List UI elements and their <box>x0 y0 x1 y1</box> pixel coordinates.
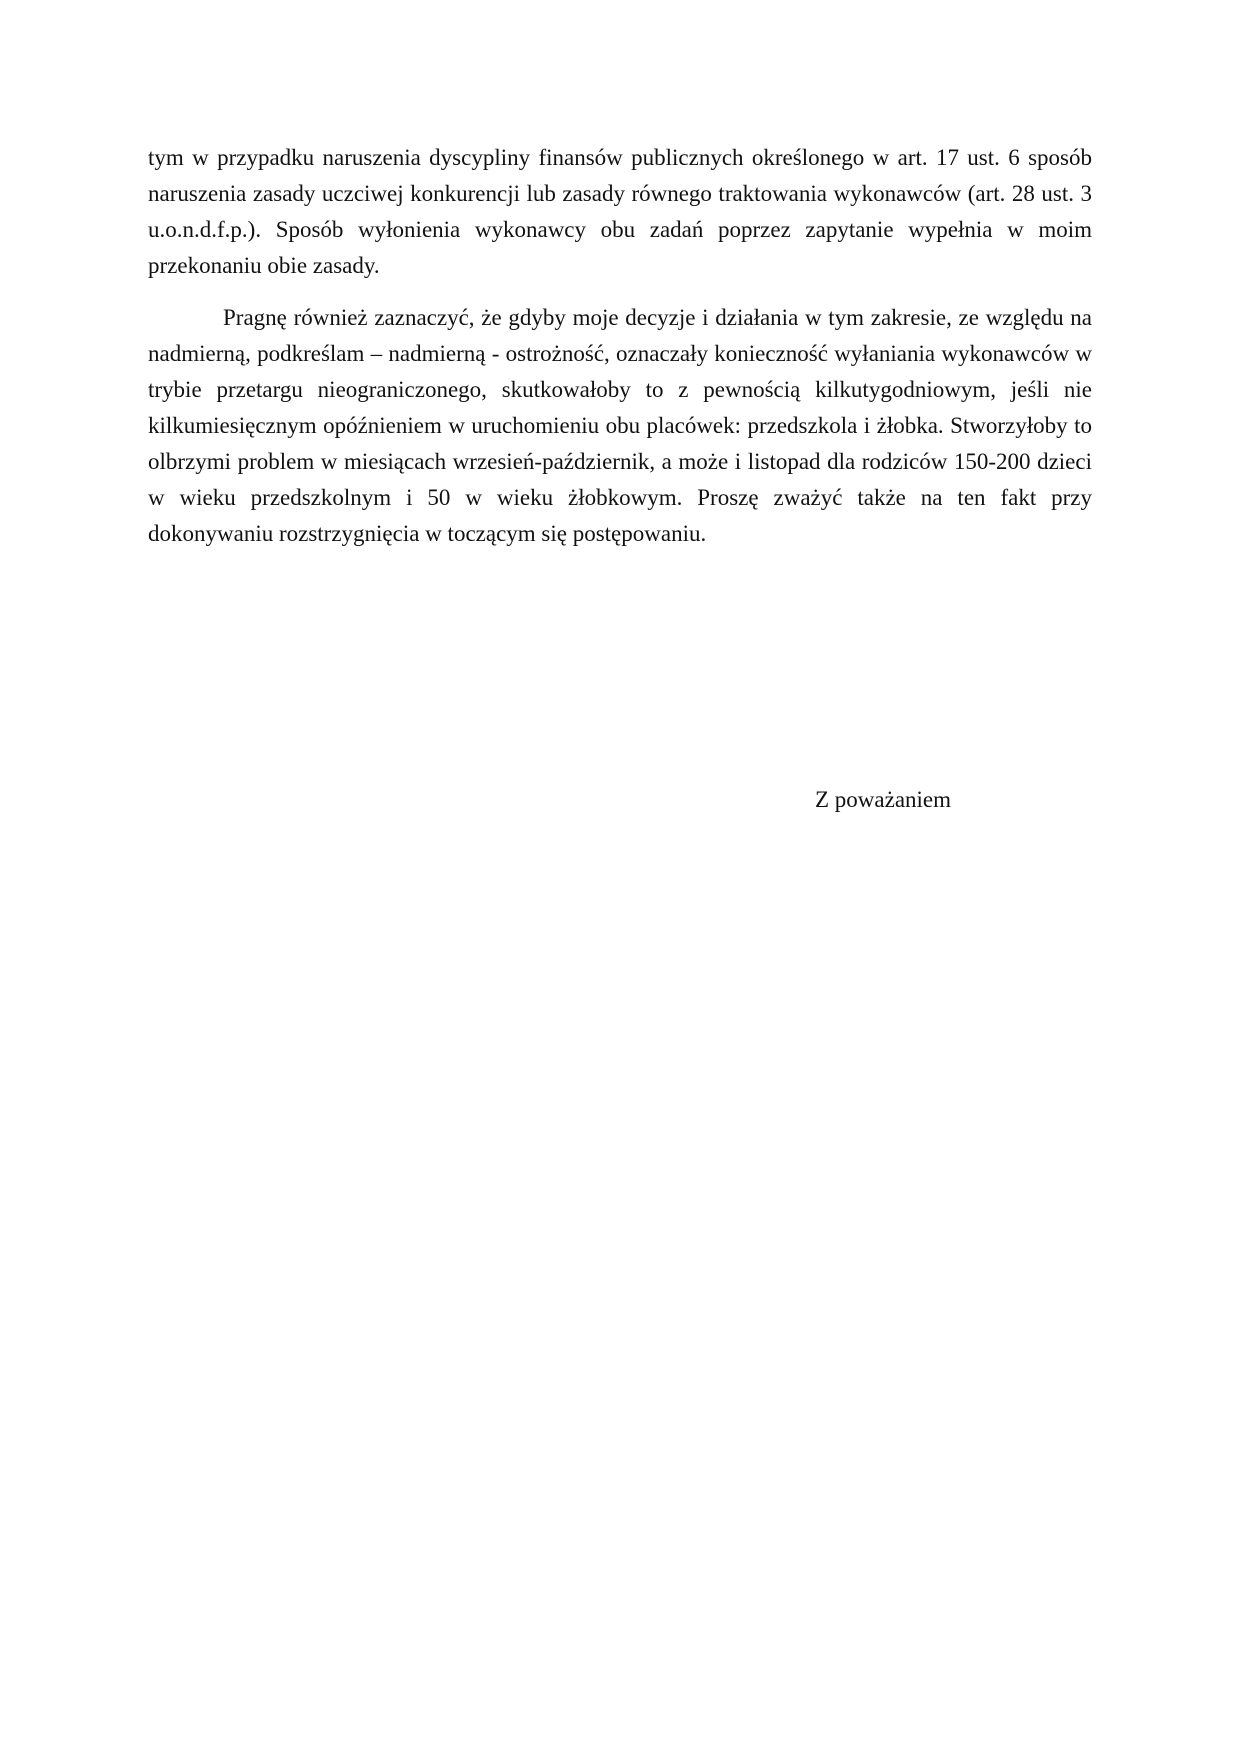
document-body <box>148 140 1092 552</box>
closing-salutation: Z poważaniem <box>815 787 952 812</box>
paragraph-2: Pragnę również zaznaczyć, że gdyby moje decyzje i działania w tym zakresie, ze względu na nadmierną, podkreślam – nadmierną - ostrożność, oznaczały konieczność wyłaniania wykonawców w trybie przetargu nieograniczonego, skutkowałoby to z pewnością kilkutygodniowym, jeśli nie kilkumiesięcznym opóźnieniem w uruchomieniu obu placówek: przedszkola i żłobka. Stworzyłoby to olbrzymi problem w miesiącach wrzesień-październik, a może i listopad dla rodziców 150-200 dzieci w wieku przedszkolnym i 50 w wieku żłobkowym. Proszę zważyć także na ten fakt przy dokonywaniu rozstrzygnięcia w toczącym się postępowaniu. <box>148 305 1092 546</box>
paragraph-1: tym w przypadku naruszenia dyscypliny finansów publicznych określonego w art. 17 ust. 6 sposób naruszenia zasady uczciwej konkurencji lub zasady równego traktowania wykonawców (art. 28 ust. 3 u.o.n.d.f.p.). Sposób wyłonienia wykonawcy obu zadań poprzez zapytanie wypełnia w moim przekonaniu obie zasady. <box>148 145 1092 278</box>
